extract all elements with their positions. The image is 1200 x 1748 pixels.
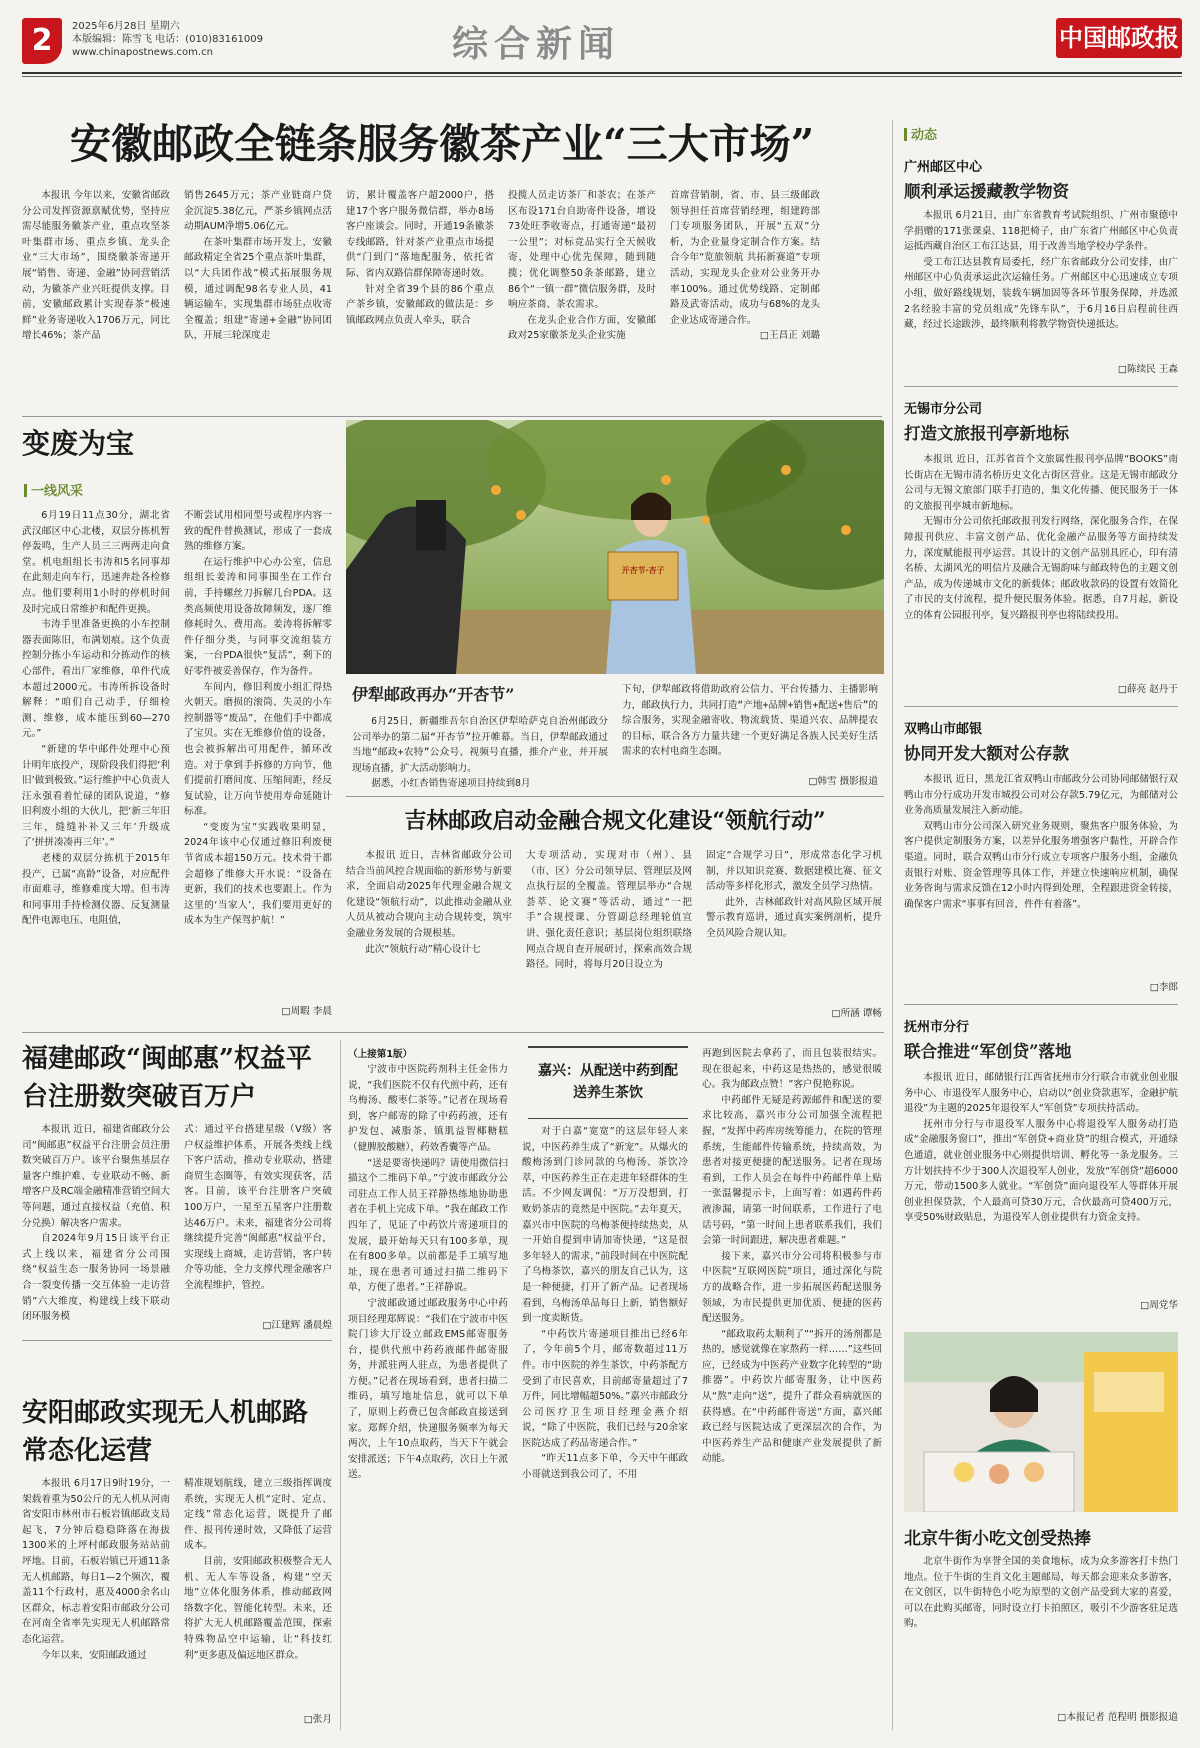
lead-para: 针对全省39个县的86个重点产茶乡镇，安徽邮政的做法是：乡镇邮政网点负责人牵头，联合 <box>346 283 494 326</box>
sidebar-title: 协同开发大额对公存款 <box>904 744 1069 763</box>
apricot-photo-image <box>346 420 884 674</box>
waste-para: 在运行维护中心办公室，信息组组长姜涛和同事围坐在工作台前，手持螺丝刀拆解几台PDA。这类高频使用设备故障频发，逐厂维修耗时久、费用高。姜涛将拆解零件仔细分类，与同事交流组装方案，一台PDA很快“复活”，剩下的好零件被妥善保存，作为备件。 <box>184 556 332 677</box>
lead-para: 投揽人员走访茶厂和茶农；在茶产区布设171台自助寄件设备，增设73处旺季收寄点，打通寄递“最初一公里”；对标竞品实行全天候收寄，处理中心优先保障，随到随揽；优化调整50条茶邮路，建立86个“一镇一群”微信服务群，及时响应茶商、茶农需求。 <box>508 190 656 311</box>
sidebar-dept: 双鸭山市邮银 <box>904 722 983 737</box>
fujian-para: 式：通过平台搭建星级（V级）客户权益维护体系，开展各类线上线下客户活动，推动专业联动，搭建商贸生态圈等，有效实现获客，活客。目前，该平台注册客户突破100万户，一星至五星客户注册数达46万户。未来，福建省分公司将继续提升完善“闽邮惠”权益平台，实现线上商城，走访营销，客户转介等功能，全力支撑代理金融客户全流程维护，管控。 <box>184 1124 332 1291</box>
beijing-photo-image <box>904 1332 1178 1512</box>
sidebar-body <box>904 208 1178 360</box>
fujian-para: 本报讯 近日，福建省邮政分公司“闽邮惠”权益平台注册会员注册数突破百万户。该平台聚焦基层存量客户维护难、专业联动不畅、新增客户及RC端金融精准营销空间大等问题，通过直接权益（充值、积分兑换）解决客户需求。 <box>22 1124 170 1229</box>
sidebar-dept: 抚州市分行 <box>904 1020 970 1035</box>
jilin-byline: □所涵 谭畅 <box>831 1008 882 1019</box>
jilin-para: 本报讯 近日，吉林省邮政分公司结合当前风控合规面临的新形势与新要求，全面启动2025年代理金融合规文化建设“领航行动”，以此推动金融从业人员从被动合规向主动合规转变，筑牢金融业务发展的合规根基。 <box>346 850 512 939</box>
apricot-caption-col-1 <box>352 714 608 792</box>
jiaxing-para: “送是要寄快递吗？请使用微信扫描这个二维码下单。”宁波市邮政分公司驻点工作人员王祥静热练地协助患者在手机上完成下单。“我在邮政工作四年了，见证了中药饮片寄递项目的发展，最开始每天只有100多单，现在有800多单。以前都是手工填写地址，现在患者可通过扫描二维码下单，方便了患者。”王祥静说。 <box>348 1157 508 1294</box>
waste-para: 车间内，修旧利废小组汇得热火朝天。磨损的滚筒、失灵的小车控制器等“废品”，在他们手中都成了宝贝。实在无维修价值的设备，也会被拆解出可用配件，循环改造。对于拿到手拆修的方向节，他们提前打磨间度、压缩间距，经反复试验，让万向节使用寿命延随计标准。 <box>184 681 332 818</box>
jiaxing-col-2 <box>522 1124 688 1728</box>
apricot-photo <box>346 420 884 674</box>
sidebar-byline: □陈续民 王森 <box>1117 364 1178 375</box>
sidebar-body <box>904 1070 1178 1298</box>
apricot-caption-title: 伊犁邮政再办“开杏节” <box>352 685 515 704</box>
apricot-para: 下旬，伊犁邮政将借助政府公信力、平台传播力、主播影响力，邮政执行力，共同打造“产地+品牌+销售+配送+售后”的综合服务，实现金融寄收、物流载货、渠道兴农、品牌提农的目标，联合各方力量共建一个更好满足各族人民美好生活需求的农村电商生态圈。 <box>622 684 878 758</box>
jilin-para: 大专项活动，实现对市（州）、县（市、区）分公司领导层、管理层及网点执行层的全覆盖。管理层举办“合规荟萃、论文赛”等活动，通过“一把手”合规授课、分管副总经理轮值宣讲、强化责任意识；基层岗位组织联络网点合规自查开展研讨，探索高效合规路径。同时，将每月20日设立为 <box>526 850 692 971</box>
lead-headline: 安徽邮政全链条服务徽茶产业“三大市场” <box>70 120 815 168</box>
jiaxing-headline-box <box>528 1046 688 1119</box>
sidebar-para: 双鸭山市分公司深入研究业务规则，聚焦客户服务体验，为客户提供定制服务方案，以差异化服务增强客户黏性，开辟合作渠道。同时，联合双鸭山市分行成立专项客户服务小组，金融负责银行对账、资金管理等具体工作，并建立快速响应机制，确保业务咨询与需求反馈在12小时内得到处理，全程跟进资金转接，确保客户需求“事事有回音，件件有着落”。 <box>904 820 1178 910</box>
jilin-col-2 <box>526 848 692 1022</box>
waste-byline: □周暇 李晨 <box>281 1006 332 1017</box>
jiaxing-para: 接下来，嘉兴市分公司将积极参与市中医院“互联网医院”项目，通过深化与院方的战略合作，进一步拓展医药配送服务领域，为市民提供更加优质、便捷的医药配送服务。 <box>702 1250 882 1325</box>
jiaxing-col-1 <box>348 1062 508 1728</box>
lead-para: 在茶叶集群市场开发上，安徽邮政精定全省25个重点茶叶集群，以“大兵团作战”模式拓展服务规模，通过调配98名专业人员，41辆运输车，实现集群市场驻点收寄全覆盖；组建“寄递+金融”协同团队，开展三轮深度走 <box>184 236 332 342</box>
jilin-col-3 <box>706 848 882 1008</box>
jiaxing-para: 中药邮件无疑是药源邮件和配送的要求比较高，嘉兴市分公司加强全流程把握，“发挥中药库房统筹能力，在院的管理系统，生能邮件传输系统，持续高效，为患者对接更便捷的配送服务。记者在现场看到，工作人员会在每件中药邮件单上贴一张温馨提示卡，上面写着：如遇药件药液渗漏，请第一时间联系，工作进行了电话号码，“第一时间上患者联系我们，我们会第一时间跟进，解决患者难题。” <box>702 1094 882 1247</box>
apricot-para: 据悉，小红杏销售寄递项目持续到8月 <box>371 778 531 790</box>
lead-para: 本报讯 今年以来，安徽省邮政分公司发挥资源禀赋优势，坚持应需尽能服务徽茶产业，重点攻坚茶叶集群市场、重点乡镇、龙头企业“三大市场”，围绕徽茶寄递开展“销售、寄递、金融”协同营销活动，为徽茶产业兴旺提供支撑。目前，安徽邮政累计实现春茶“极速鲜”业务寄递收入1706万元，同比增长46%；茶产品 <box>22 190 170 342</box>
apricot-caption-col-2 <box>622 682 878 774</box>
fujian-col-2 <box>184 1122 332 1318</box>
page-number-badge <box>22 18 62 64</box>
apricot-box-label: 开杏节·杏子 <box>621 566 665 575</box>
waste-para: 6月19日11点30分，湖北省武汉邮区中心北楼，双层分拣机暂停轰鸣，生产人员三三两两走向食堂。机电组组长韦涛和5名同事却在此刻走向车行，迅速奔赴各检修点。他们要利用1小时的停机时间及时完成日常维护和配件更换。 <box>22 510 170 615</box>
editor-info: 本版编辑：陈雪飞 电话：(010)83161009 <box>72 34 263 45</box>
jilin-headline: 吉林邮政启动金融合规文化建设“领航行动” <box>404 808 826 834</box>
sidebar-byline: □李郎 <box>1149 982 1178 993</box>
jiaxing-headline: 嘉兴：从配送中药到配送养生茶饮 <box>538 1063 678 1101</box>
sidebar-title: 顺利承运援藏教学物资 <box>904 182 1069 201</box>
sidebar-para: 无锡市分公司依托邮政报刊发行网络，深化服务合作，在保障报刊供应、丰富文创产品、优化金融产品服务等方面持续发力，深度赋能报刊亭运营。其设计的文创产品别具匠心，印有清名桥、太湖风光的明信片及融合无锡韵味与邮政特色的主题文创产品，成为传递城市文化的新载体；邮政收款码的设置有效简化了市民的支付流程，提升便民服务体验。据悉，自7月起，新设立的体育公园报刊亭，复兴路报刊亭也将陆续投用。 <box>904 516 1178 621</box>
anyang-para: 今年以来，安阳邮政通过 <box>41 1649 147 1661</box>
masthead-text: 中国邮政报 <box>1059 23 1179 52</box>
jiaxing-col-3 <box>702 1046 882 1728</box>
jiaxing-para: “邮政取药太顺利了”“拆开的汤剂都是热的，感觉就像在家熬药一样……”这些回应，已经成为中医药产业数字化转型的“助推器”。中药饮片邮寄服务，让中医药从“熬”走向“送”，提升了群众看病就医的获得感。在“中药邮件寄送”方面，嘉兴邮政已经与医院达成了更深层次的合作，为中医药养生产品和健康产业发展提供了新动能。 <box>702 1328 882 1465</box>
sidebar-title: 联合推进“军创贷”落地 <box>904 1042 1072 1061</box>
jiaxing-para: 再跑到医院去拿药了，而且包装很结实。现在很起来，中药这是热热的，感觉很暖心。我为邮政点赞！”客户倪艳称说。 <box>702 1048 882 1091</box>
jilin-col-1 <box>346 848 512 1022</box>
fujian-para: 自2024年9月15日该平台正式上线以来，福建省分公司围绕“权益生态一服务协同一场景融合一裂变传播一交互体验一走访营销”六大维度，构建线上线下联动闭环服务模 <box>22 1233 170 1323</box>
lead-byline: □王昌正 刘璐 <box>759 330 820 342</box>
beijing-para: 北京牛街作为享誉全国的美食地标，成为众多游客打卡热门地点。位于牛街的生肖文化主题邮局，每天都会迎来众多游客，在文创区，以牛街特色小吃为原型的文创产品受到大家的喜爱，可以在此购买邮寄，同时设立打卡拍照区，吸引不少游客驻足选购。 <box>904 1556 1178 1630</box>
sidebar-body <box>904 772 1178 982</box>
jiaxing-continued: （上接第1版） <box>348 1049 413 1060</box>
waste-col-1 <box>22 508 170 1020</box>
jilin-para: 此次“领航行动”精心设计七 <box>365 943 481 955</box>
beijing-byline: □本报记者 范程明 摄影报道 <box>1057 1712 1178 1723</box>
sidebar-dept: 广州邮区中心 <box>904 160 983 175</box>
lead-col-2 <box>184 188 332 344</box>
masthead-logo <box>1056 18 1182 58</box>
fujian-col-1 <box>22 1122 170 1332</box>
fujian-byline: □江建辉 潘晨煌 <box>262 1320 332 1331</box>
jiaxing-para: “中药饮片寄递项目推出已经6年了，今年前5个月，邮寄数超过11万件。市中医院的养生茶饮，中药茶配方受到了市民喜欢，目前邮寄量超过了7万件，同比增幅超50%。”嘉兴市邮政分公司医疗卫生项目经理金燕介绍说，“除了中医院，我们已经与20余家医院达成了药品寄递合作。” <box>522 1328 688 1449</box>
sidebar-dept: 无锡市分公司 <box>904 402 983 417</box>
website: www.chinapostnews.com.cn <box>72 47 213 58</box>
anyang-para: 精准规划航线，建立三级指挥调度系统，实现无人机“定时、定点、定线”常态化运营，既提升了邮件、报刊传递时效，又降低了运营成本。 <box>184 1478 332 1552</box>
fujian-headline: 福建邮政“闽邮惠”权益平台注册数突破百万户 <box>22 1044 312 1112</box>
sidebar-byline: □周党华 <box>1140 1300 1178 1311</box>
waste-para: “变废为宝”实践收果明显，2024年该中心仅通过修旧利废便节省成本超150万元。技术骨干都会超修了维修大开水说：“设备在更新，我们的技术也要跟上。作为这里的‘当家人’，我们要用更好的成本为生产保驾护航！” <box>184 821 332 927</box>
apricot-para: 6月25日，新疆维吾尔自治区伊犁哈萨克自治州邮政分公司举办的第二届“开杏节”拉开帷幕。当日，伊犁邮政通过当地“邮政+农特”公众号、视频号直播，推介产业，并开展现场直播，扩大活动影响力。 <box>352 716 608 774</box>
lead-para: 访，累计覆盖客户超2000户，搭建17个客户服务微信群，举办8场客户座谈会。同时，开通19条徽茶专线邮路，针对茶产业重点市场提供“门到门”落地配服务，依托省际、省内双路信群保障寄递时效。 <box>346 190 494 279</box>
jilin-para: 固定“合规学习日”，形成常态化学习机制，并以知识竞赛、数据建模比赛、征文活动等多样化形式，激发全员学习热情。 <box>706 850 882 893</box>
lead-col-5 <box>670 188 820 344</box>
beijing-photo <box>904 1332 1178 1512</box>
page-number: 2 <box>31 23 53 58</box>
sidebar-para: 本报讯 近日，江苏省首个文旅属性报刊亭品牌“BOOKS”南长街店在无锡市清名桥历史文化古街区营业。这是无锡市邮政分公司与无锡文旅部门联手打造的，集文化传播、便民服务于一体的文旅报刊亭城市新地标。 <box>904 454 1178 512</box>
anyang-para: 目前，安阳邮政积极整合无人机、无人车等设备，构建“空天地”立体化服务体系，推动邮政网络数字化、智能化转型。未来，还将扩大无人机邮路覆盖范围，探索特殊物品空中运输，让“科技红利”更多惠及偏远地区群众。 <box>184 1555 332 1661</box>
anyang-para: 本报讯 6月17日9时19分，一架载着重为50公斤的无人机从河南省安阳市林州市石板岩镇邮政支局起飞，7分钟后稳稳降落在海拔1300米的上坪村邮政服务站站前坪地。目前，石板岩镇已开通11条无人机邮路，每日1—2个频次，覆盖11个行政村，惠及4000余名山区群众，标志着安阳市邮政分公司在河南全省率先实现无人机邮路常态化运营。 <box>22 1478 170 1645</box>
sidebar-label: 动态 <box>904 124 937 143</box>
lead-para: 首席营销制，省、市、县三级邮政领导担任首席营销经理，组建跨部门专项服务团队，开展“五双”分析，为企业量身定制合作方案。结合今年“览旅领航 共拓新赛道”专项活动，实现龙头企业对公业务开办率100%。通过优势线路、定制邮路及武寄活动，成功与68%的龙头企业达成寄递合作。 <box>670 190 820 326</box>
lead-col-4 <box>508 188 656 344</box>
lead-para: 在龙头企业合作方面，安徽邮政对25家徽茶龙头企业实施 <box>508 314 656 342</box>
sidebar-para: 本报讯 近日，黑龙江省双鸭山市邮政分公司协同邮储银行双鸭山市分行成功开发市城投公司对公存款5.79亿元，为邮储对公业务高质量发展注入新动能。 <box>904 774 1178 817</box>
waste-para: 韦涛手里准备更换的小车控制器表面陈旧，布满划痕。这个负责控制分拣小车运动和分拣动作的核心部件，看出厂家维修，单件代成本超过2000元。韦涛所拆设备时解释：“咱们自己动手，仔细检测、维修，成本能压到60—270元。” <box>22 619 170 740</box>
sidebar-title: 打造文旅报刊亭新地标 <box>904 424 1069 443</box>
anyang-headline: 安阳邮政实现无人机邮路常态化运营 <box>22 1398 309 1466</box>
lead-col-3 <box>346 188 494 328</box>
sidebar-byline: □薛亮 赵丹于 <box>1117 684 1178 695</box>
waste-section-label: 一线风采 <box>24 480 83 499</box>
beijing-body <box>904 1554 1178 1704</box>
issue-date: 2025年6月28日 星期六 <box>72 21 180 32</box>
page-header <box>22 14 1182 74</box>
anyang-col-2 <box>184 1476 332 1710</box>
sidebar-para: 本报讯 近日，邮储银行江西省抚州市分行联合市就业创业服务中心、市退役军人服务中心，启动以“创业贷款惠军，金融护航退役”为主题的2025年退役军人“军创贷”专项扶持活动。 <box>904 1072 1178 1115</box>
jiaxing-para: 宁波市中医院药剂科主任金伟力说，“我们医院不仅有代煎中药，还有乌梅汤、酸枣仁茶等。”记者在现场看到，客户邮寄的除了中药药液，还有护发包、减脂茶、镇肌益智椰糖糕（健脾胶酸糖），药效香囊等产品。 <box>348 1064 508 1153</box>
waste-headline: 变废为宝 <box>22 427 135 460</box>
beijing-headline: 北京牛街小吃文创受热捧 <box>904 1529 1091 1549</box>
sidebar-para: 抚州市分行与市退役军人服务中心将退役军人服务动打造成“金融服务窗口”，推出“军创贷+商业贷”的组合模式，开通绿色通道，就业创业服务中心则提供培训、孵化等一条龙服务。三方计划扶持不少于300人次退役军人创业，发放“军创贷”超6000万元，带动1500多人就业。“军创贷”面向退役军人等群体开展创业担保贷款，个人最高可贷30万元，合伙最高可贷400万元，享受50%财政贴息，为退役军人创业提供有力资金支持。 <box>904 1118 1178 1224</box>
anyang-col-1 <box>22 1476 170 1726</box>
section-title: 综合新闻 <box>452 23 621 65</box>
sidebar-para: 受工布江达县教育局委托，经广东省邮政分公司安排，由广州邮区中心负责承运此次运输任务。广州邮区中心迅速成立专项小组，做好路线规划，装载车辆加固等各环节服务保障，并选派2名经验丰富的党员组成“先锋车队”，于6月16日启程前往西藏，经过长途跋涉，最终顺利将教学物资快递抵达。 <box>904 256 1178 331</box>
jiaxing-para: 对于白嘉“宽宽”的这层年轻人来说，中医药养生成了“新宠”。从爆火的酸梅汤到门诊同款的乌梅汤、茶饮冷萃，中医药养生正在走进年轻群体的生活。不少网友调侃：“万万没想到，打败奶茶店的竟然是中医院。”去年夏天，嘉兴市中医院的乌梅茶便持续热卖，从一开始自提到申请加寄快递，“这是很多年轻人的需求，”前段时间在中医院配了乌梅茶饮，嘉兴的朋友自己认为，这是一种便捷，打开了新产品。记者现场看到，乌梅汤单品每日上新，销售额好到一度卖断货。 <box>522 1126 688 1325</box>
waste-para: 不断尝试用相同型号或程序内容一致的配件替换测试，形成了一套成熟的维修方案。 <box>184 510 332 553</box>
sidebar-para: 本报讯 6月21日，由广东省教育考试院组织、广州市聚德中学捐赠的171张课桌、118把椅子，由广东省广州邮区中心负责运抵西藏自治区工布江达县，用于改善当地学校办学条件。 <box>904 210 1178 253</box>
lead-col-1 <box>22 188 170 344</box>
jilin-para: 此外，吉林邮政针对高风险区域开展警示教育巡讲，通过真实案例剖析，提升全员风险合规认知。 <box>706 896 882 939</box>
waste-col-2 <box>184 508 332 1004</box>
waste-para: 老楼的双层分拣机于2015年投产，已属“高龄”设备，对应配件市面难寻，维修难度大增。但韦涛和同事用手持检测仪器、反复测量配件电源电压、电阻值， <box>22 853 170 927</box>
lead-para: 销售2645万元；茶产业链商户贷金沉淀5.38亿元，严茶乡镇网点活动期AUM净增5.06亿元。 <box>184 190 332 233</box>
waste-para: “新建的华中邮件处理中心预计明年底投产，现阶段我们得把‘利旧’做到极致。”运行维护中心负责人汪永强看着忙碌的团队说道，“修旧利废小组的大伙儿，把‘新三年旧三年，缝缝补补又三年’升级成了‘拼拼凑凑再三年’。” <box>22 743 170 849</box>
apricot-byline: □韩雪 摄影报道 <box>808 776 878 787</box>
anyang-byline: □张月 <box>303 1714 332 1725</box>
jiaxing-para: 宁波邮政通过邮政服务中心中药项目经理郑辉说：“我们在宁波市中医院门诊大厅设立邮政EMS邮寄服务台，提供代煎中药药液邮件邮寄服务，并派驻两人驻点，为患者提供了方便。”记者在现场看到，患者扫描二维码，填写地址信息，就可以下单了，原则上药费已包含邮政直接送到家。郑辉介绍，快递服务频率为每天两次，上午10点取药，当天下午就会安排派送；下午4点取药，次日上午派送。 <box>348 1297 508 1481</box>
jiaxing-para: “昨天11点多下单，今天中午邮政小哥就送到我公司了，不用 <box>522 1453 688 1481</box>
sidebar-body <box>904 452 1178 680</box>
